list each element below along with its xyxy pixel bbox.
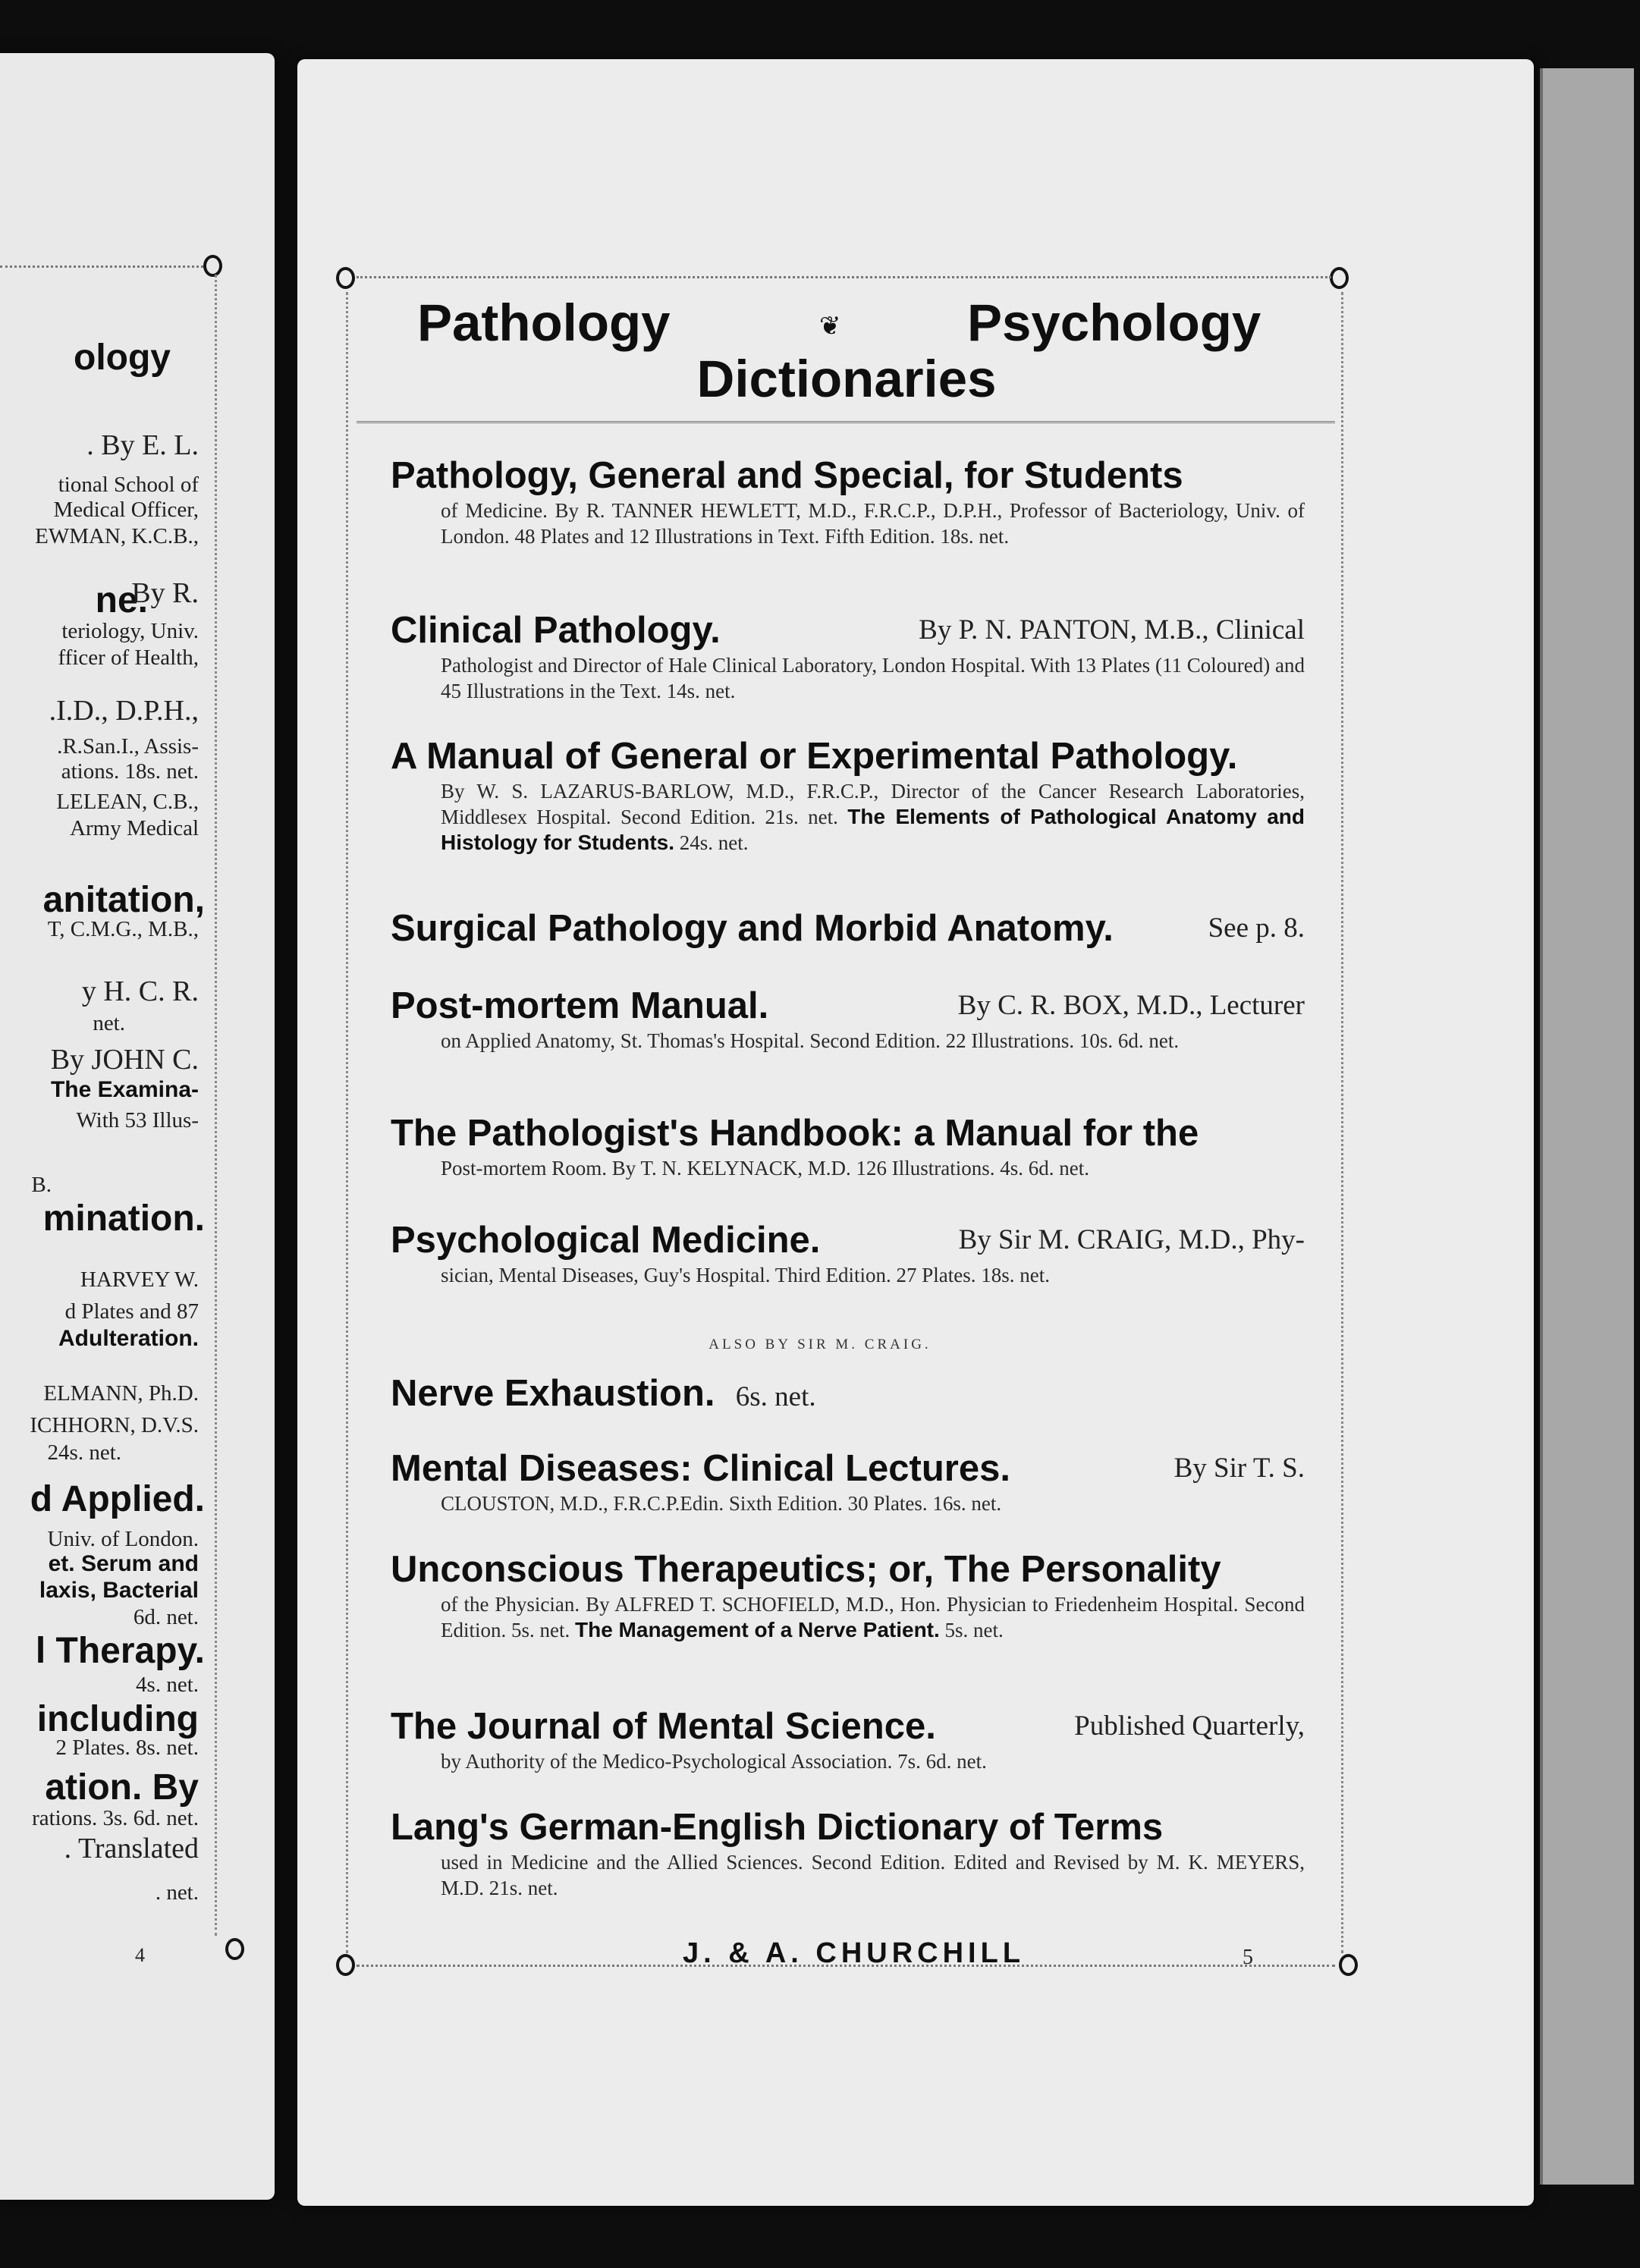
entry-byline: See p. 8. — [1208, 913, 1305, 944]
entry-12 — [391, 1805, 1305, 1901]
left-page-fragment: d Applied. — [30, 1479, 205, 1519]
left-page-fragment: 2 Plates. 8s. net. — [55, 1736, 199, 1760]
left-page-fragment: The Examina- — [50, 1077, 199, 1102]
left-page-fragment: T, C.M.G., M.B., — [47, 917, 199, 941]
left-page-fragment: 24s. net. — [47, 1440, 121, 1465]
left-page-fragment: l Therapy. — [35, 1631, 205, 1671]
left-page-fragment: . net. — [155, 1880, 199, 1905]
frame-ring-top-left — [336, 267, 355, 289]
entry-related-title: The Elements of Pathological Anatomy and Histology for Students. — [441, 805, 1305, 854]
left-page-fragment: laxis, Bacterial — [39, 1578, 199, 1603]
left-page-fragment: 6d. net. — [133, 1605, 199, 1629]
entry-description: of the Physician. By ALFRED T. SCHOFIELD, M.D., Hon. Physician to Friedenheim Hospital. Second Edition. 5s. net. — [441, 1593, 1305, 1641]
left-page-fragment: mination. — [42, 1198, 205, 1239]
frame-ring-left-top — [203, 255, 222, 277]
frame-right-rule — [1341, 292, 1343, 1953]
entry-byline: Published Quarterly, — [1074, 1710, 1305, 1742]
left-page-fragment: B. — [31, 1173, 52, 1197]
entry-description: of Medicine. By R. TANNER HEWLETT, M.D., F.R.C.P., D.P.H., Professor of Bacteriology, Univ. of London. 48 Plates and 12 Illustrations in Text. Fifth Edition. 18s. net. — [441, 499, 1305, 548]
left-page-fragment: net. — [93, 1011, 125, 1035]
entry-title: Nerve Exhaustion. — [391, 1373, 715, 1414]
left-page-number: 4 — [135, 1944, 145, 1966]
entry-10 — [391, 1547, 1305, 1643]
frame-ring-bottom-right — [1339, 1954, 1358, 1976]
entry-title: Unconscious Therapeutics; or, The Personality — [391, 1549, 1221, 1590]
left-page-fragment: ology — [74, 338, 171, 378]
publisher-imprint: J. & A. CHURCHILL — [683, 1937, 1026, 1969]
header-title-pathology: Pathology — [417, 294, 671, 352]
left-page-fragment: ation. By — [45, 1767, 199, 1808]
entry-1 — [391, 454, 1305, 549]
left-page-fragment: fficer of Health, — [58, 646, 199, 670]
entry-2 — [391, 608, 1305, 704]
frame-ring-top-right — [1330, 267, 1349, 289]
left-page-fragment: . By E. L. — [86, 429, 199, 461]
entry-6 — [391, 1111, 1305, 1181]
left-frame-rule — [215, 275, 217, 1936]
entry-related-price: 5s. net. — [939, 1619, 1004, 1641]
entry-description: by Authority of the Medico-Psychological Association. 7s. 6d. net. — [441, 1750, 987, 1773]
header-divider — [357, 421, 1335, 423]
frame-ring-left-bottom — [225, 1938, 244, 1960]
frame-ring-bottom-left — [336, 1954, 355, 1976]
entry-title: Clinical Pathology. — [391, 610, 721, 651]
entry-description: used in Medicine and the Allied Sciences. Second Edition. Edited and Revised by M. K. MEYERS, M.D. 21s. net. — [441, 1851, 1305, 1899]
left-page-fragment: By JOHN C. — [50, 1044, 199, 1076]
left-page-fragment: Army Medical — [70, 816, 199, 840]
left-page-fragment: By R. — [131, 577, 199, 609]
frame-top-rule — [357, 276, 1331, 278]
left-frame-top-rule — [0, 265, 203, 268]
entry-title: Post-mortem Manual. — [391, 985, 769, 1026]
entry-title: Mental Diseases: Clinical Lectures. — [391, 1448, 1010, 1489]
left-page-fragment: d Plates and 87 — [64, 1299, 199, 1324]
left-page-fragment: HARVEY W. — [80, 1268, 199, 1292]
entry-title: A Manual of General or Experimental Pathology. — [391, 736, 1238, 777]
left-page-fragment: teriology, Univ. — [61, 619, 199, 643]
entry-description: Pathologist and Director of Hale Clinical Laboratory, London Hospital. With 13 Plates (11 Coloured) and 45 Illustrations in the Text. 14s. net. — [441, 654, 1305, 702]
left-page-fragment: ations. 18s. net. — [61, 759, 199, 784]
entry-8 — [391, 1371, 1305, 1419]
entry-description: By W. S. LAZARUS-BARLOW, M.D., F.R.C.P., Director of the Cancer Research Laboratories, Middlesex Hospital. Second Edition. 21s. net. — [441, 780, 1305, 828]
entry-byline: By Sir M. CRAIG, M.D., Phy- — [958, 1224, 1305, 1255]
left-page-fragment: ELMANN, Ph.D. — [43, 1381, 199, 1406]
left-page-fragment: ICHHORN, D.V.S. — [30, 1413, 199, 1437]
entry-related-price: 24s. net. — [674, 831, 749, 854]
entry-title: Surgical Pathology and Morbid Anatomy. — [391, 908, 1114, 949]
left-page-fragment: Medical Officer, — [53, 498, 199, 522]
left-page-fragment: With 53 Illus- — [76, 1108, 199, 1132]
left-page-fragment: 4s. net. — [136, 1673, 199, 1697]
left-page-fragment: anitation, — [42, 880, 205, 920]
left-page-fragment: et. Serum and — [48, 1551, 199, 1576]
entry-11 — [391, 1704, 1305, 1774]
entry-description: CLOUSTON, M.D., F.R.C.P.Edin. Sixth Edition. 30 Plates. 16s. net. — [441, 1492, 1002, 1515]
entry-byline: 6s. net. — [735, 1381, 816, 1412]
left-page-fragment: including — [36, 1699, 199, 1739]
entry-title: Pathology, General and Special, for Students — [391, 455, 1183, 496]
left-page-fragment: .R.San.I., Assis- — [57, 734, 199, 759]
entry-title: The Journal of Mental Science. — [391, 1706, 936, 1747]
left-page-fragment: .I.D., D.P.H., — [49, 695, 199, 727]
left-page-fragment: . Translated — [64, 1833, 199, 1864]
header-title-psychology: Psychology — [967, 294, 1261, 352]
entry-7 — [391, 1218, 1305, 1288]
also-by-label: ALSO BY SIR M. CRAIG. — [708, 1337, 932, 1352]
left-page-fragment: y H. C. R. — [81, 975, 199, 1007]
entry-description: sician, Mental Diseases, Guy's Hospital. Third Edition. 27 Plates. 18s. net. — [441, 1264, 1051, 1286]
left-page-fragment: rations. 3s. 6d. net. — [32, 1806, 199, 1830]
left-page-fragment: ne. — [95, 580, 148, 620]
left-page-fragment: Univ. of London. — [47, 1527, 199, 1551]
entry-byline: By Sir T. S. — [1173, 1453, 1305, 1484]
entry-related-title: The Management of a Nerve Patient. — [575, 1618, 940, 1641]
entry-9 — [391, 1447, 1305, 1516]
entry-3 — [391, 734, 1305, 856]
left-page-fragment: EWMAN, K.C.B., — [35, 524, 199, 548]
entry-description: on Applied Anatomy, St. Thomas's Hospital. Second Edition. 22 Illustrations. 10s. 6d. net. — [441, 1029, 1180, 1052]
page-number: 5 — [1243, 1946, 1253, 1969]
entry-byline: By C. R. BOX, M.D., Lecturer — [957, 990, 1305, 1021]
entry-title: Lang's German-English Dictionary of Terms — [391, 1807, 1164, 1848]
left-page-fragment: tional School of — [58, 473, 199, 497]
entry-title: Psychological Medicine. — [391, 1220, 821, 1261]
leaf-ornament-icon: ❦ — [819, 313, 841, 341]
entry-4 — [391, 906, 1305, 950]
frame-left-rule — [346, 292, 348, 1953]
entry-description: Post-mortem Room. By T. N. KELYNACK, M.D. 126 Illustrations. 4s. 6d. net. — [441, 1157, 1090, 1180]
entry-byline: By P. N. PANTON, M.B., Clinical — [919, 614, 1305, 646]
left-page-fragment: Adulteration. — [58, 1326, 199, 1351]
entry-title: The Pathologist's Handbook: a Manual for the — [391, 1113, 1199, 1154]
header-title-dictionaries: Dictionaries — [696, 350, 997, 408]
left-page-fragment: LELEAN, C.B., — [56, 790, 199, 814]
entry-5 — [391, 984, 1305, 1054]
